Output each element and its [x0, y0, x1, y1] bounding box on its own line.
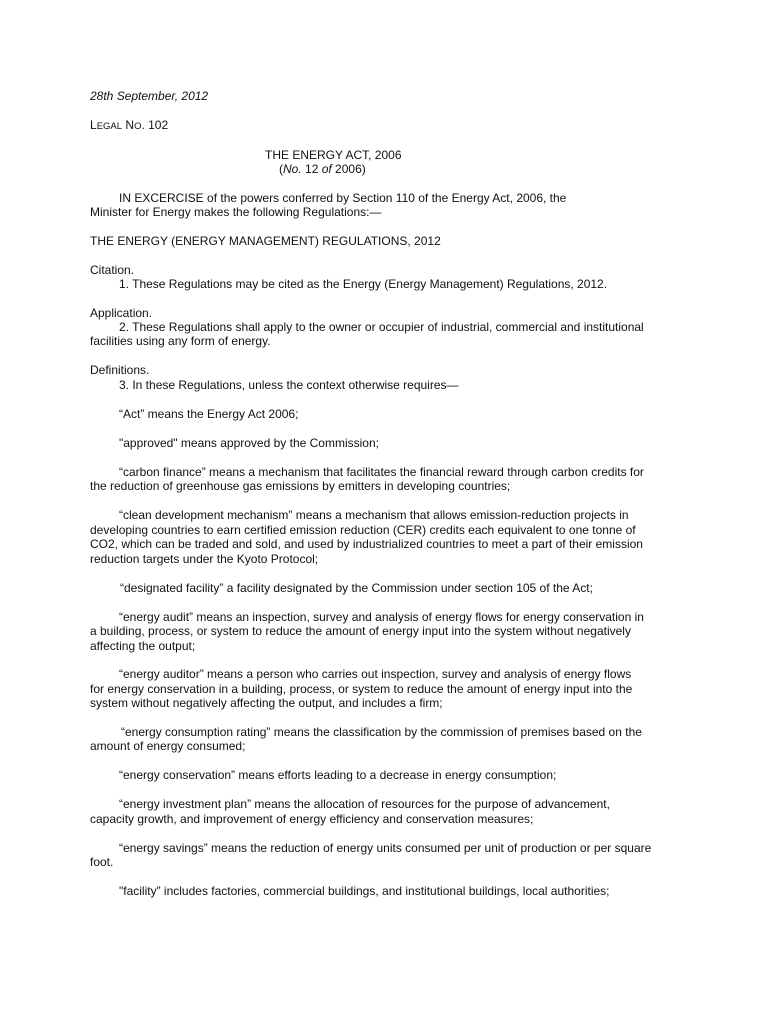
act-number: (No. 12 of 2006)	[279, 162, 366, 176]
regulations-title: THE ENERGY (ENERGY MANAGEMENT) REGULATIONS, 2012	[90, 234, 441, 248]
definition-investment-plan: capacity growth, and improvement of energy efficiency and conservation measures;	[90, 812, 534, 826]
definition-facility: "facility” includes factories, commercial buildings, and institutional buildings, local authorities;	[119, 884, 610, 898]
definition-energy-auditor: “energy auditor” means a person who carries out inspection, survey and analysis of energy flows	[119, 667, 632, 681]
definition-energy-auditor: for energy conservation in a building, process, or system to reduce the amount of energy input into the	[90, 682, 633, 696]
definition-cdm: developing countries to earn certified emission reduction (CER) credits each equivalent to one tonne of	[90, 523, 636, 537]
definition-energy-savings: “energy savings” means the reduction of energy units consumed per unit of production or per square	[119, 841, 652, 855]
definitions-intro: 3. In these Regulations, unless the context otherwise requires—	[119, 378, 459, 392]
definition-carbon-finance: the reduction of greenhouse gas emissions by emitters in developing countries;	[90, 479, 511, 493]
definition-consumption-rating: “energy consumption rating” means the classification by the commission of premises based on the	[121, 725, 642, 739]
application-heading: Application.	[90, 306, 153, 320]
preamble-line: Minister for Energy makes the following Regulations:—	[90, 205, 382, 219]
citation-text: 1. These Regulations may be cited as the Energy (Energy Management) Regulations, 2012.	[119, 277, 608, 291]
definition-energy-audit: affecting the output;	[90, 639, 196, 653]
application-text: 2. These Regulations shall apply to the owner or occupier of industrial, commercial and institutional	[119, 320, 644, 334]
definition-consumption-rating: amount of energy consumed;	[90, 739, 246, 753]
definition-energy-savings: foot.	[90, 855, 114, 869]
definition-approved: "approved" means approved by the Commission;	[119, 436, 379, 450]
definition-designated-facility: “designated facility” a facility designated by the Commission under section 105 of the Act;	[120, 581, 593, 595]
definition-carbon-finance: “carbon finance” means a mechanism that facilitates the financial reward through carbon credits for	[119, 465, 644, 479]
definition-cdm: CO2, which can be traded and sold, and used by industrialized countries to meet a part of their emission	[90, 537, 643, 551]
definition-energy-auditor: system without negatively affecting the output, and includes a firm;	[90, 696, 443, 710]
definition-cdm: reduction targets under the Kyoto Protocol;	[90, 552, 319, 566]
definition-energy-audit: “energy audit” means an inspection, survey and analysis of energy flows for energy conservation in	[119, 610, 644, 624]
definition-energy-audit: a building, process, or system to reduce the amount of energy input into the system without negatively	[90, 624, 631, 638]
definition-energy-conservation: “energy conservation” means efforts leading to a decrease in energy consumption;	[119, 768, 557, 782]
citation-heading: Citation.	[90, 263, 135, 277]
definitions-heading: Definitions.	[90, 363, 150, 377]
notice-date: 28th September, 2012	[90, 89, 209, 103]
definition-cdm: “clean development mechanism” means a mechanism that allows emission-reduction projects in	[119, 508, 629, 522]
definition-investment-plan: “energy investment plan” means the allocation of resources for the purpose of advancement,	[119, 797, 610, 811]
definition-act: “Act” means the Energy Act 2006;	[119, 407, 299, 421]
preamble-line: IN EXCERCISE of the powers conferred by Section 110 of the Energy Act, 2006, the	[119, 191, 567, 205]
act-title: THE ENERGY ACT, 2006	[265, 148, 402, 162]
legal-notice-number: LEGAL NO. 102	[90, 118, 169, 132]
application-text: facilities using any form of energy.	[90, 334, 271, 348]
